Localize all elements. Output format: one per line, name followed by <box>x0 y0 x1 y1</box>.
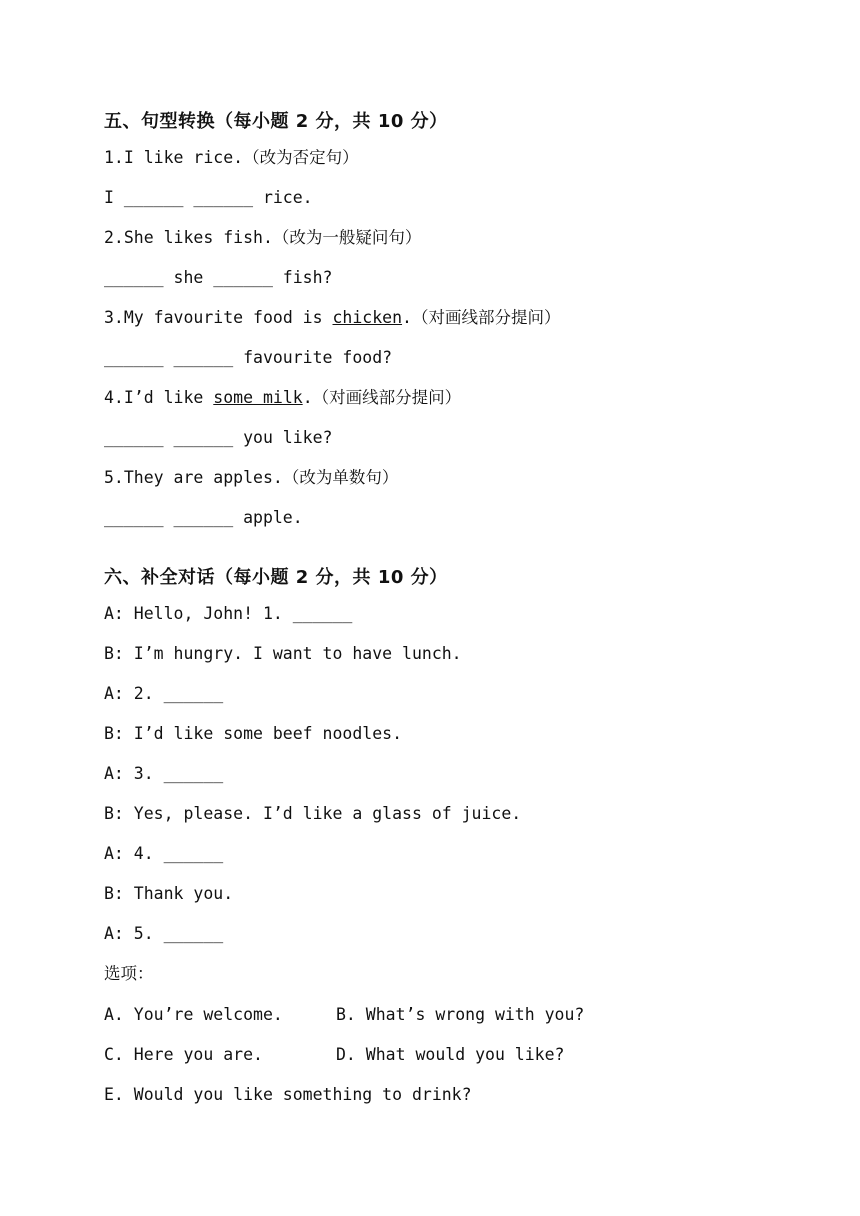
option-e: E. Would you like something to drink? <box>104 1085 472 1104</box>
dialogue-line-4: B: I’d like some beef noodles. <box>104 724 403 743</box>
question-2 <box>104 227 421 249</box>
dialogue-line-2: B: I’m hungry. I want to have lunch. <box>104 644 462 663</box>
question-5-text: They are apples. <box>123 468 283 487</box>
dialogue-line-1: A: Hello, John! 1. ______ <box>104 604 353 623</box>
dialogue-line-3: A: 2. ______ <box>104 684 224 703</box>
question-3-number: 3. <box>104 308 124 327</box>
dialogue-line-7: A: 4. ______ <box>104 844 224 863</box>
question-4-number: 4. <box>104 388 124 407</box>
question-4-text: I’d like <box>123 388 214 407</box>
answer-5: ______ ______ apple. <box>104 508 303 527</box>
option-a: A. You’re welcome. <box>104 1005 283 1024</box>
section-6-title: 六、补全对话（每小题 2 分，共 10 分） <box>104 567 448 588</box>
dialogue-line-6: B: Yes, please. I’d like a glass of juice. <box>104 804 522 823</box>
answer-1: I ______ ______ rice. <box>104 188 313 207</box>
question-4-underlined: some milk <box>213 388 303 407</box>
question-2-note: （改为一般疑问句） <box>272 228 422 247</box>
option-d: D. What would you like? <box>336 1045 565 1064</box>
answer-3: ______ ______ favourite food? <box>104 348 393 367</box>
answer-2: ______ she ______ fish? <box>104 268 333 287</box>
question-4-period: . <box>302 388 313 407</box>
question-1 <box>104 147 359 169</box>
question-1-note: （改为否定句） <box>243 148 359 167</box>
dialogue-line-8: B: Thank you. <box>104 884 234 903</box>
dialogue-line-5: A: 3. ______ <box>104 764 224 783</box>
question-4 <box>104 387 461 409</box>
question-2-text: She likes fish. <box>123 228 273 247</box>
question-3 <box>104 307 560 329</box>
options-label: 选项： <box>104 964 154 983</box>
question-2-number: 2. <box>104 228 124 247</box>
question-4-note: （对画线部分提问） <box>312 388 462 407</box>
section-5-title: 五、句型转换（每小题 2 分，共 10 分） <box>104 111 448 132</box>
dialogue-line-9: A: 5. ______ <box>104 924 224 943</box>
question-3-underlined: chicken <box>332 308 403 327</box>
question-3-period: . <box>402 308 412 327</box>
question-3-note: （对画线部分提问） <box>411 308 561 327</box>
question-5-number: 5. <box>104 468 124 487</box>
question-5-note: （改为单数句） <box>282 468 399 487</box>
question-1-number: 1. <box>104 148 124 167</box>
question-3-text: My favourite food is <box>123 308 333 327</box>
question-1-text: I like rice. <box>123 148 244 167</box>
question-5 <box>104 467 398 489</box>
answer-4: ______ ______ you like? <box>104 428 333 447</box>
option-b: B. What’s wrong with you? <box>336 1005 585 1024</box>
option-c: C. Here you are. <box>104 1045 263 1064</box>
